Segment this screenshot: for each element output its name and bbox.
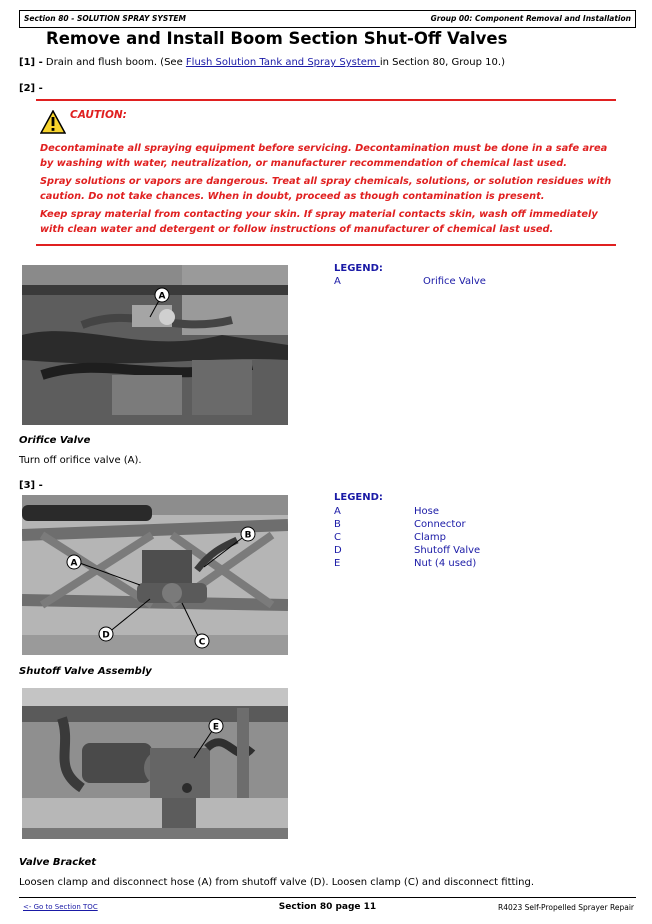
legend-key: A <box>334 506 341 517</box>
legend-key: B <box>334 519 341 530</box>
caution-title: CAUTION: <box>70 109 127 121</box>
step-2 <box>19 83 43 94</box>
shutoff-valve-assembly-photo <box>22 495 288 655</box>
legend-value: Orifice Valve <box>423 276 486 287</box>
callout-label: C <box>198 637 206 648</box>
step-3 <box>19 480 43 491</box>
legend-key: A <box>334 276 341 287</box>
orifice-valve-photo <box>22 265 288 425</box>
step-1 <box>19 57 505 68</box>
section-toc-link[interactable]: <- Go to Section TOC <box>23 903 98 911</box>
legend-key: C <box>334 532 341 543</box>
legend-value: Connector <box>414 519 466 530</box>
callout-label: A <box>70 558 78 569</box>
step-1-text: Drain and flush boom. (See <box>42 57 186 68</box>
legend-value: Hose <box>414 506 439 517</box>
figure-caption: Shutoff Valve Assembly <box>19 666 152 677</box>
page-number: Section 80 page 11 <box>278 902 377 912</box>
caution-bottom-rule <box>36 244 616 246</box>
callout-label: D <box>102 630 110 641</box>
document-title: R4023 Self-Propelled Sprayer Repair <box>497 903 634 912</box>
legend-key: D <box>334 545 342 556</box>
step-1-number: [1] - <box>19 57 43 68</box>
caution-paragraph: Decontaminate all spraying equipment before servicing. Decontamination must be done in a safe area by washing with water, neutralization, or manufacturer recommendation of chemical last used. <box>40 143 608 169</box>
figure-caption: Orifice Valve <box>19 435 91 446</box>
callout-label: A <box>158 291 166 302</box>
legend-value: Clamp <box>414 532 446 543</box>
valve-bracket-photo <box>22 688 288 839</box>
instruction-text: Turn off orifice valve (A). <box>19 455 142 466</box>
step-2-number: [2] - <box>19 83 43 94</box>
caution-top-rule <box>36 99 616 101</box>
group-label: Group 00: Component Removal and Installation <box>430 14 631 23</box>
step-1-text-after: in Section 80, Group 10.) <box>379 57 505 68</box>
legend-value: Shutoff Valve <box>414 545 481 556</box>
caution-paragraph: Keep spray material from contacting your skin. If spray material contacts skin, wash off immediately with clean water and detergent or follow instructions of manufacturer of chemical last used. <box>40 209 598 235</box>
section-label: Section 80 - SOLUTION SPRAY SYSTEM <box>24 14 186 23</box>
legend-value: Nut (4 used) <box>414 558 477 569</box>
step-3-number: [3] - <box>19 480 43 491</box>
caution-paragraph: Spray solutions or vapors are dangerous. Treat all spray chemicals, solutions, or solution residues with caution. Do not take chances. When in doubt, proceed as though contamination is present. <box>40 176 612 202</box>
instruction-text: Loosen clamp and disconnect hose (A) from shutoff valve (D). Loosen clamp (C) and disconnect fitting. <box>19 877 535 888</box>
flush-solution-link[interactable]: Flush Solution Tank and Spray System <box>185 57 380 68</box>
legend-key: E <box>334 558 341 569</box>
page-header <box>19 10 636 28</box>
callout-label: E <box>212 722 220 733</box>
callout-label: B <box>244 530 252 541</box>
legend-title: LEGEND: <box>334 263 383 274</box>
warning-icon <box>40 110 66 134</box>
figure-caption: Valve Bracket <box>19 857 97 868</box>
legend-title: LEGEND: <box>334 492 383 503</box>
page-footer <box>19 897 636 917</box>
page-title: Remove and Install Boom Section Shut-Off Valves <box>46 29 508 48</box>
